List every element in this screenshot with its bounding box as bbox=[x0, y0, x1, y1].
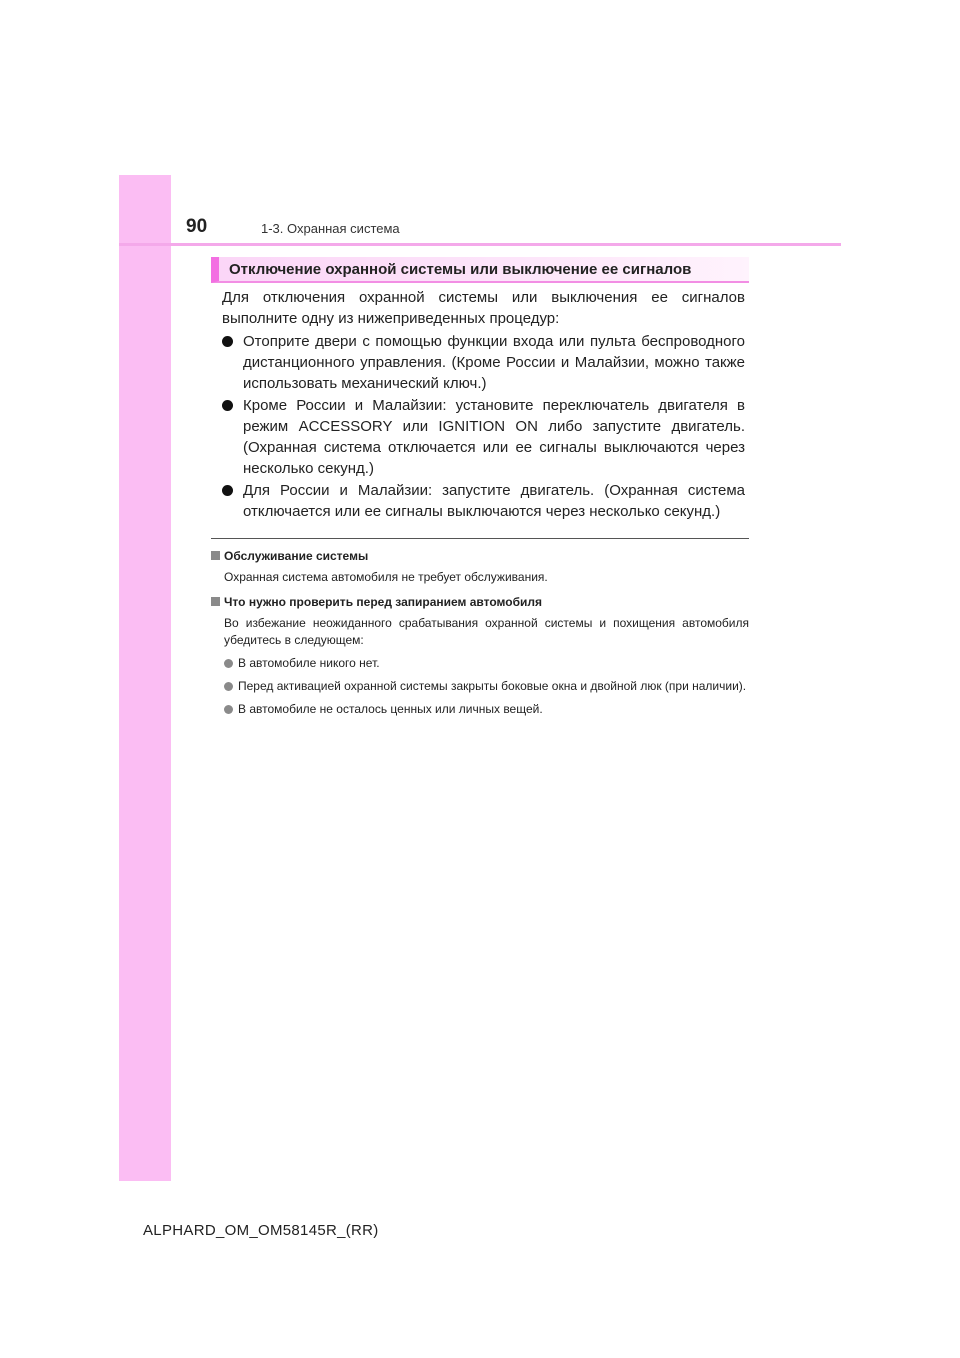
side-color-band bbox=[119, 175, 171, 1181]
square-bullet-icon bbox=[211, 597, 220, 606]
note-title-text: Обслуживание системы bbox=[224, 549, 369, 563]
section-label: 1-3. Охранная система bbox=[261, 221, 400, 236]
bullet-icon bbox=[224, 682, 233, 691]
note-title bbox=[211, 548, 749, 564]
list-item bbox=[211, 655, 749, 672]
list-item bbox=[211, 701, 749, 718]
section-heading-bar bbox=[211, 257, 749, 283]
section-divider bbox=[211, 538, 749, 539]
list-item-text: Отоприте двери с помощью функции входа или пульта беспроводного дистанционного управления. (Кроме России и Малайзии, можно также использовать механический ключ.) bbox=[243, 333, 745, 392]
note-body: Во избежание неожиданного срабатывания охранной системы и похищения автомобиля убедитесь в следующем: bbox=[224, 616, 749, 647]
intro-paragraph: Для отключения охранной системы или выключения ее сигналов выполните одну из нижеприведенных процедур: bbox=[222, 289, 745, 327]
section-heading: Отключение охранной системы или выключение ее сигналов bbox=[229, 261, 692, 278]
bullet-icon bbox=[222, 336, 233, 347]
bullet-icon bbox=[224, 659, 233, 668]
list-item bbox=[222, 480, 745, 522]
note-title bbox=[211, 594, 749, 610]
notes-section bbox=[211, 548, 749, 726]
header-rule bbox=[119, 243, 841, 246]
list-item bbox=[222, 331, 745, 394]
footer-document-code: ALPHARD_OM_OM58145R_(RR) bbox=[143, 1222, 379, 1239]
bullet-icon bbox=[222, 485, 233, 496]
list-item bbox=[222, 395, 745, 479]
procedure-list bbox=[222, 331, 745, 523]
list-item-text: В автомобиле никого нет. bbox=[238, 656, 380, 670]
page-number: 90 bbox=[186, 216, 208, 237]
list-item-text: Для России и Малайзии: запустите двигатель. (Охранная система отключается или ее сигналы выключаются через несколько секунд.) bbox=[243, 482, 745, 520]
bullet-icon bbox=[224, 705, 233, 714]
list-item bbox=[211, 678, 749, 695]
note-check-before-locking bbox=[211, 594, 749, 718]
note-body: Охранная система автомобиля не требует обслуживания. bbox=[224, 570, 548, 584]
note-title-text: Что нужно проверить перед запиранием автомобиля bbox=[224, 595, 542, 609]
list-item-text: Перед активацией охранной системы закрыты боковые окна и двойной люк (при наличии). bbox=[238, 679, 747, 693]
list-item-text: Кроме России и Малайзии: установите переключатель двигателя в режим ACCESSORY или IGNITION ON либо запустите двигатель. (Охранная система отключается или ее сигналы выключаются через несколько секунд.) bbox=[243, 397, 745, 477]
bullet-icon bbox=[222, 400, 233, 411]
list-item-text: В автомобиле не осталось ценных или личных вещей. bbox=[238, 702, 543, 716]
square-bullet-icon bbox=[211, 551, 220, 560]
note-maintenance bbox=[211, 548, 749, 586]
